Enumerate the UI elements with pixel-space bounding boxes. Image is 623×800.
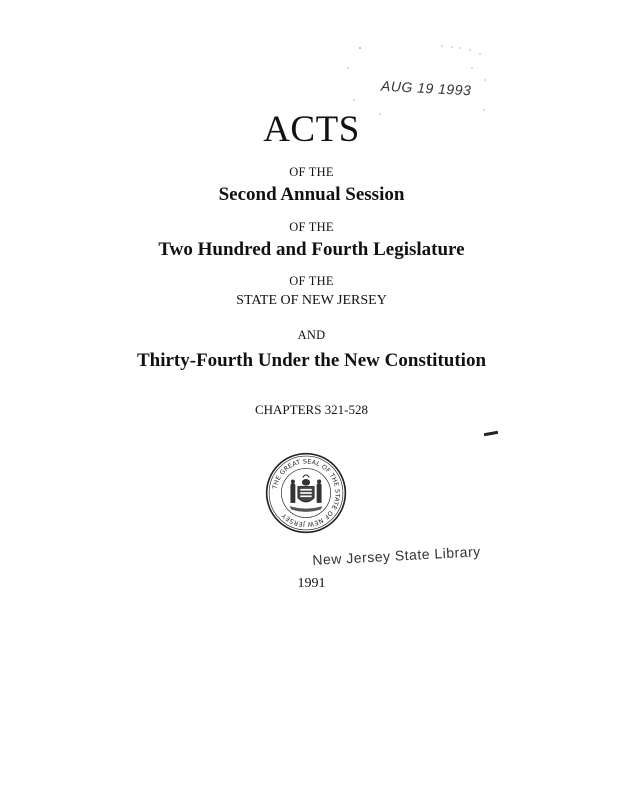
- publication-year: 1991: [297, 576, 326, 591]
- seal-text: THE GREAT SEAL OF THE STATE OF NEW JERSEY: [271, 458, 341, 528]
- connector-of-the-1: OF THE: [289, 165, 334, 179]
- connector-and: AND: [297, 328, 326, 342]
- connector-of-the-3: OF THE: [289, 274, 334, 288]
- state-seal-icon: [265, 452, 347, 534]
- title-acts: ACTS: [263, 109, 360, 150]
- state-name: STATE OF NEW JERSEY: [236, 293, 387, 308]
- library-ownership-stamp: New Jersey State Library: [312, 543, 482, 568]
- legislature-heading: Two Hundred and Fourth Legislature: [158, 239, 465, 260]
- connector-of-the-2: OF THE: [289, 220, 334, 234]
- chapters-range: CHAPTERS 321-528: [254, 402, 369, 417]
- session-heading: Second Annual Session: [218, 184, 405, 205]
- received-date-stamp: AUG 19 1993: [380, 77, 472, 99]
- constitution-heading: Thirty-Fourth Under the New Constitution: [136, 350, 487, 371]
- ink-mark: [484, 431, 498, 436]
